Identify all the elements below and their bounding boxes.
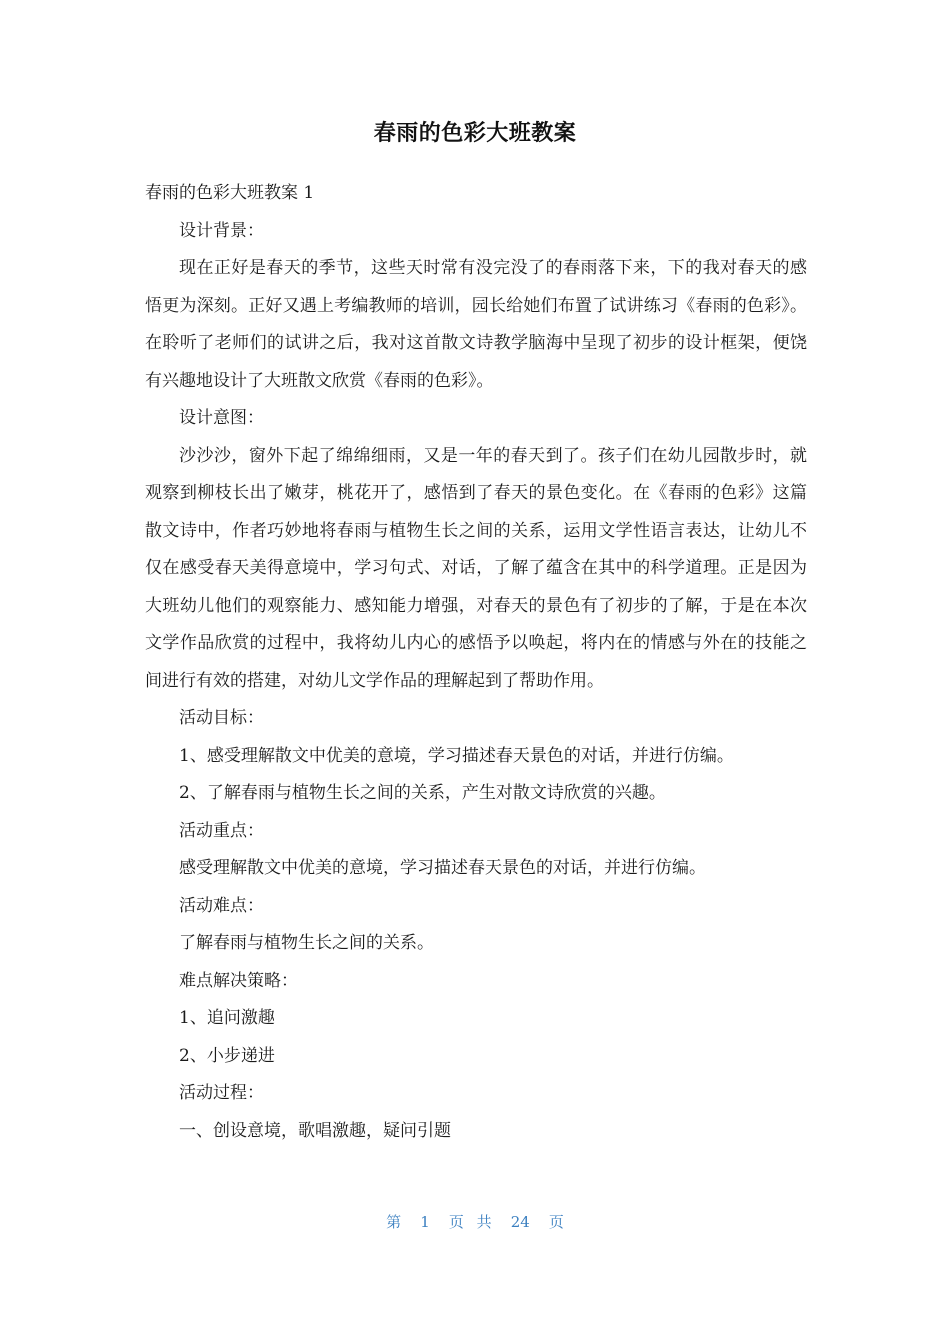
body-paragraph: 设计背景： <box>179 220 264 241</box>
page-footer <box>0 1210 950 1234</box>
body-paragraph: 1、感受理解散文中优美的意境，学习描述春天景色的对话，并进行仿编。 <box>179 745 734 766</box>
document-title: 春雨的色彩大班教案 <box>373 121 577 146</box>
section-heading: 春雨的色彩大班教案 1 <box>145 183 315 203</box>
document-body <box>145 175 807 1150</box>
body-paragraph: 2、了解春雨与植物生长之间的关系，产生对散文诗欣赏的兴趣。 <box>179 783 666 803</box>
body-paragraph: 了解春雨与植物生长之间的关系。 <box>179 933 434 953</box>
body-paragraph: 感受理解散文中优美的意境，学习描述春天景色的对话，并进行仿编。 <box>179 858 706 878</box>
footer-prefix: 第 <box>386 1213 402 1231</box>
body-paragraph: 活动目标： <box>179 708 264 728</box>
body-paragraph: 设计意图： <box>179 408 264 428</box>
body-paragraph: 现在正好是春天的季节，这些天时常有没完没了的春雨落下来，下的我对春天的感悟更为深刻。正好又遇上考编教师的培训，园长给她们布置了试讲练习《春雨的色彩》。在聆听了老师们的试讲之后，我对这首散文诗教学脑海中呈现了初步的设计框架，便饶有兴趣地设计了大班散文欣赏《春雨的色彩》。 <box>145 258 807 391</box>
footer-suffix: 页 <box>548 1213 564 1231</box>
footer-middle: 页 共 <box>448 1213 492 1231</box>
body-paragraph: 一、创设意境，歌唱激趣，疑问引题 <box>179 1120 451 1141</box>
total-page-count: 24 <box>510 1213 530 1231</box>
body-paragraph: 2、小步递进 <box>179 1045 275 1066</box>
current-page-number: 1 <box>420 1213 430 1231</box>
body-paragraph: 活动过程： <box>179 1083 264 1103</box>
body-paragraph: 1、追问激趣 <box>179 1008 275 1028</box>
body-paragraph: 活动难点： <box>179 895 264 916</box>
body-paragraph: 活动重点： <box>179 820 264 841</box>
body-paragraph: 难点解决策略： <box>179 970 298 991</box>
body-paragraph: 沙沙沙，窗外下起了绵绵细雨，又是一年的春天到了。孩子们在幼儿园散步时，就观察到柳枝长出了嫩芽，桃花开了，感悟到了春天的景色变化。在《春雨的色彩》这篇散文诗中，作者巧妙地将春雨与植物生长之间的关系，运用文学性语言表达，让幼儿不仅在感受春天美得意境中，学习句式、对话，了解了蕴含在其中的科学道理。正是因为大班幼儿他们的观察能力、感知能力增强，对春天的景色有了初步的了解，于是在本次文学作品欣赏的过程中，我将幼儿内心的感悟予以唤起，将内在的情感与外在的技能之间进行有效的搭建，对幼儿文学作品的理解起到了帮助作用。 <box>145 445 807 691</box>
